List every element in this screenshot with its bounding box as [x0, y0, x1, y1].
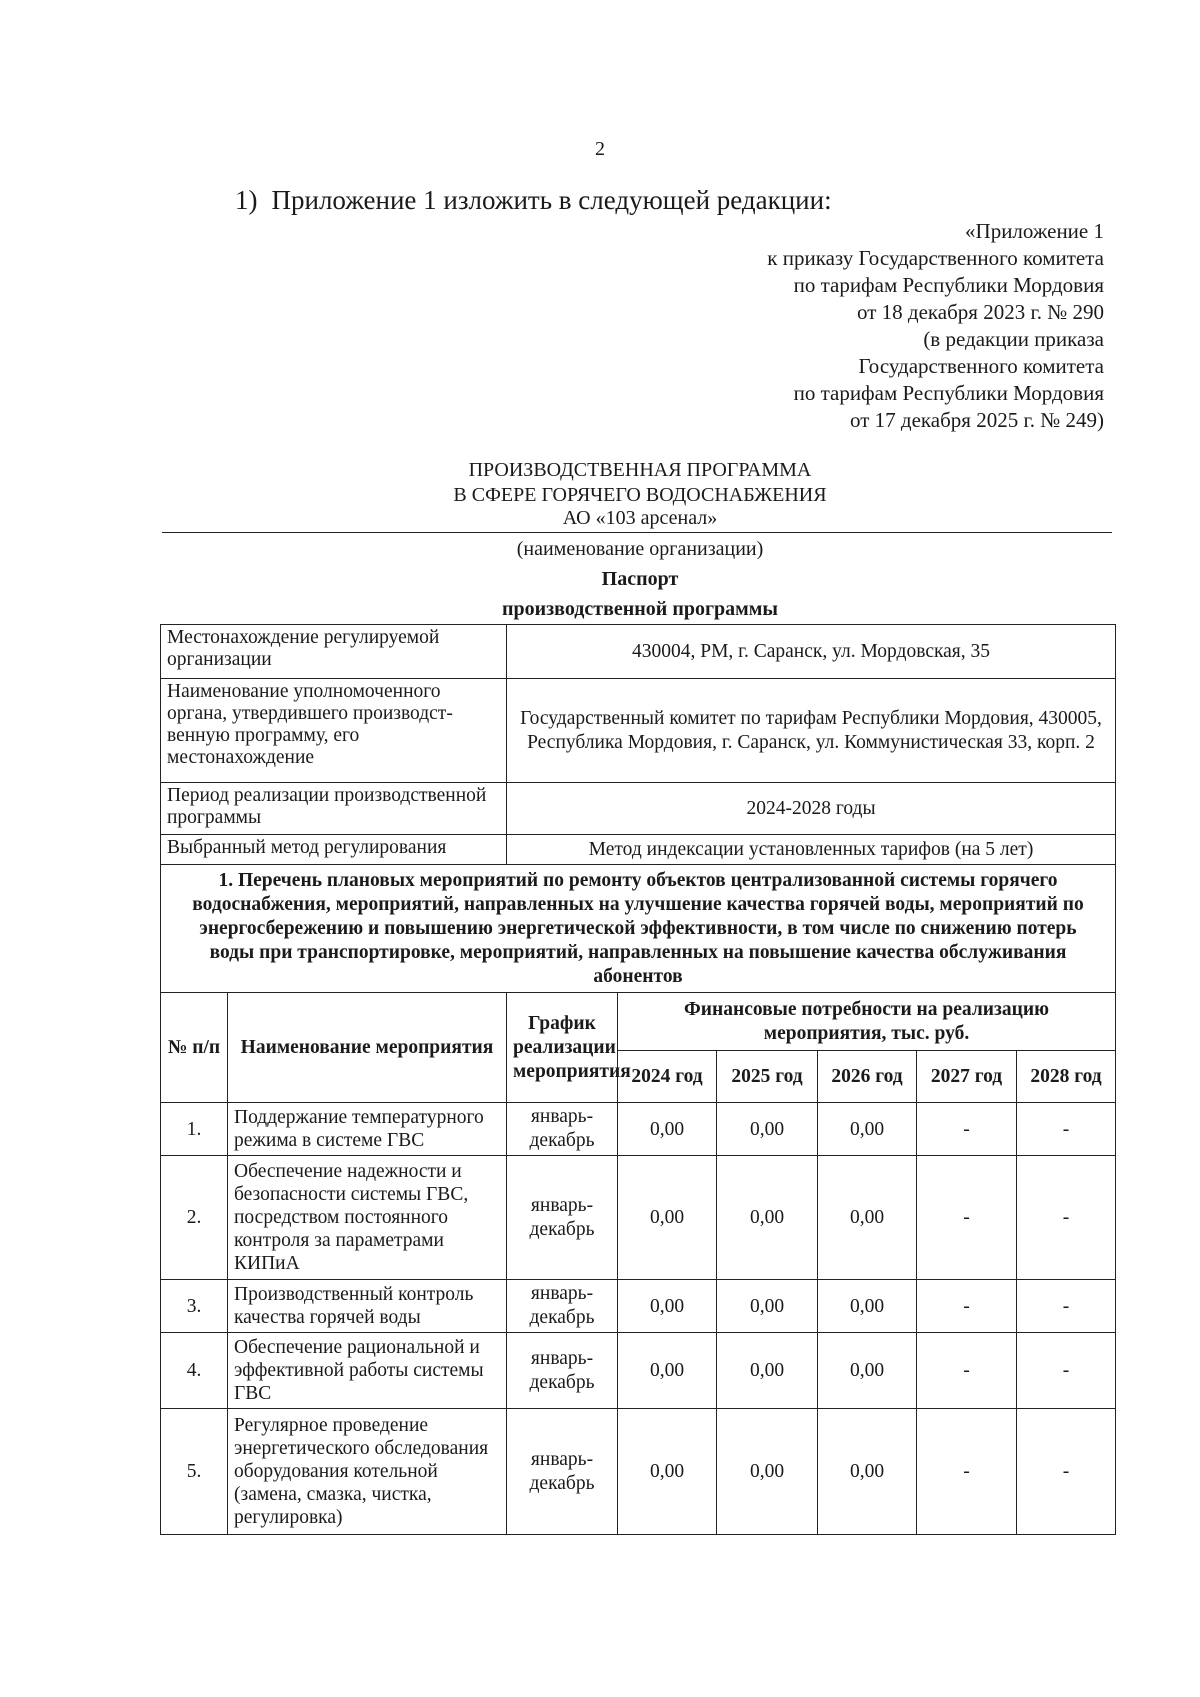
row-num: 2. — [161, 1156, 228, 1280]
row-value: 0,00 — [818, 1409, 917, 1535]
row-value: - — [917, 1156, 1017, 1280]
row-value: 0,00 — [717, 1103, 818, 1156]
organization-underline — [162, 532, 1112, 533]
passport-label: Наименование уполномоченного органа, утвердившего производственную программу, его местонахождение — [161, 679, 507, 783]
approval-line: от 18 декабря 2023 г. № 290 — [857, 300, 1104, 324]
row-value: - — [1017, 1103, 1116, 1156]
approval-line: Государственного комитета — [858, 354, 1104, 378]
header-row — [161, 993, 1116, 1051]
table-row — [161, 1333, 1116, 1409]
row-value: 0,00 — [818, 1103, 917, 1156]
passport-value: Государственный комитет по тарифам Республики Мордовия, 430005, Республика Мордовия, г. Саранск, ул. Коммунистическая 33, корп. 2 — [507, 679, 1116, 783]
row-name: Обеспечение надежности и безопасности системы ГВС, посредством постоянного контроля за параметрами КИПиА — [228, 1156, 507, 1280]
header-schedule: График реализации мероприятия — [507, 993, 618, 1103]
row-num: 5. — [161, 1409, 228, 1535]
row-schedule: январь-декабрь — [507, 1333, 618, 1409]
passport-value: 2024-2028 годы — [507, 783, 1116, 835]
row-value: 0,00 — [818, 1333, 917, 1409]
approval-line: (в редакции приказа — [923, 327, 1104, 351]
intro-text: Приложение 1 изложить в следующей редакции: — [271, 185, 832, 215]
header-year: 2028 год — [1017, 1051, 1116, 1103]
intro-number: 1) — [235, 185, 258, 215]
header-year: 2027 год — [917, 1051, 1017, 1103]
approval-block — [767, 218, 1104, 434]
passport-label: Выбранный метод регулирования — [161, 835, 507, 865]
approval-line: от 17 декабря 2025 г. № 249) — [850, 408, 1104, 432]
row-num: 4. — [161, 1333, 228, 1409]
table-row — [161, 1103, 1116, 1156]
row-value: - — [1017, 1409, 1116, 1535]
passport-row — [161, 783, 1116, 835]
passport-value: Метод индексации установленных тарифов (на 5 лет) — [507, 835, 1116, 865]
program-title-line2: В СФЕРЕ ГОРЯЧЕГО ВОДОСНАБЖЕНИЯ — [453, 484, 827, 506]
intro-paragraph — [235, 185, 832, 216]
section-title-row — [161, 865, 1116, 993]
row-name: Поддержание температурного режима в системе ГВС — [228, 1103, 507, 1156]
row-schedule: январь-декабрь — [507, 1280, 618, 1333]
row-value: 0,00 — [717, 1280, 818, 1333]
row-value: - — [917, 1280, 1017, 1333]
passport-label: Местонахождение регулируемой организации — [161, 625, 507, 679]
header-num: № п/п — [161, 993, 228, 1103]
row-schedule: январь-декабрь — [507, 1409, 618, 1535]
row-value: - — [1017, 1280, 1116, 1333]
row-schedule: январь-декабрь — [507, 1103, 618, 1156]
row-num: 3. — [161, 1280, 228, 1333]
passport-title-line2: производственной программы — [501, 598, 779, 620]
row-value: - — [917, 1409, 1017, 1535]
passport-value: 430004, РМ, г. Саранск, ул. Мордовская, 35 — [507, 625, 1116, 679]
approval-line: к приказу Государственного комитета — [767, 246, 1104, 270]
passport-title — [150, 564, 1130, 624]
row-name: Производственный контроль качества горячей воды — [228, 1280, 507, 1333]
row-value: - — [917, 1103, 1017, 1156]
row-value: - — [1017, 1156, 1116, 1280]
row-name: Обеспечение рациональной и эффективной работы системы ГВС — [228, 1333, 507, 1409]
table-row — [161, 1280, 1116, 1333]
program-title-line1: ПРОИЗВОДСТВЕННАЯ ПРОГРАММА — [468, 459, 812, 481]
row-value: 0,00 — [717, 1333, 818, 1409]
table-row — [161, 1156, 1116, 1280]
header-year: 2026 год — [818, 1051, 917, 1103]
row-value: 0,00 — [618, 1280, 717, 1333]
approval-line: по тарифам Республики Мордовия — [793, 273, 1104, 297]
row-schedule: январь-декабрь — [507, 1156, 618, 1280]
row-value: 0,00 — [717, 1156, 818, 1280]
row-value: 0,00 — [618, 1103, 717, 1156]
approval-line: по тарифам Республики Мордовия — [793, 381, 1104, 405]
row-value: 0,00 — [618, 1409, 717, 1535]
organization-caption: (наименование организации) — [516, 538, 764, 560]
row-num: 1. — [161, 1103, 228, 1156]
approval-line: «Приложение 1 — [965, 219, 1104, 243]
passport-row — [161, 679, 1116, 783]
row-value: 0,00 — [618, 1333, 717, 1409]
organization-name: АО «103 арсенал» — [562, 507, 718, 529]
header-year: 2025 год — [717, 1051, 818, 1103]
row-value: - — [1017, 1333, 1116, 1409]
section-title: 1. Перечень плановых мероприятий по ремонту объектов централизованной системы горячего водоснабжения, мероприятий, направленных на улучшение качества горячей воды, мероприятий по энергосбережению и повышению энергетической эффективности, в том числе по снижению потерь воды при транспортировке, мероприятий, направленных на повышение качества обслуживания абонентов — [161, 865, 1116, 993]
header-finance: Финансовые потребности на реализацию мероприятия, тыс. руб. — [618, 993, 1116, 1051]
header-name: Наименование мероприятия — [228, 993, 507, 1103]
header-year: 2024 год — [618, 1051, 717, 1103]
row-value: 0,00 — [818, 1156, 917, 1280]
row-value: 0,00 — [717, 1409, 818, 1535]
passport-and-measures-table — [160, 624, 1116, 1535]
row-name: Регулярное проведение энергетического обследования оборудования котельной (замена, смазка, чистка, регулировка) — [228, 1409, 507, 1535]
program-title — [150, 458, 1130, 508]
table-row — [161, 1409, 1116, 1535]
row-value: - — [917, 1333, 1017, 1409]
row-value: 0,00 — [618, 1156, 717, 1280]
passport-row — [161, 625, 1116, 679]
row-value: 0,00 — [818, 1280, 917, 1333]
page-number: 2 — [595, 138, 605, 160]
passport-label: Период реализации производственной программы — [161, 783, 507, 835]
passport-title-line1: Паспорт — [601, 568, 679, 590]
passport-row — [161, 835, 1116, 865]
